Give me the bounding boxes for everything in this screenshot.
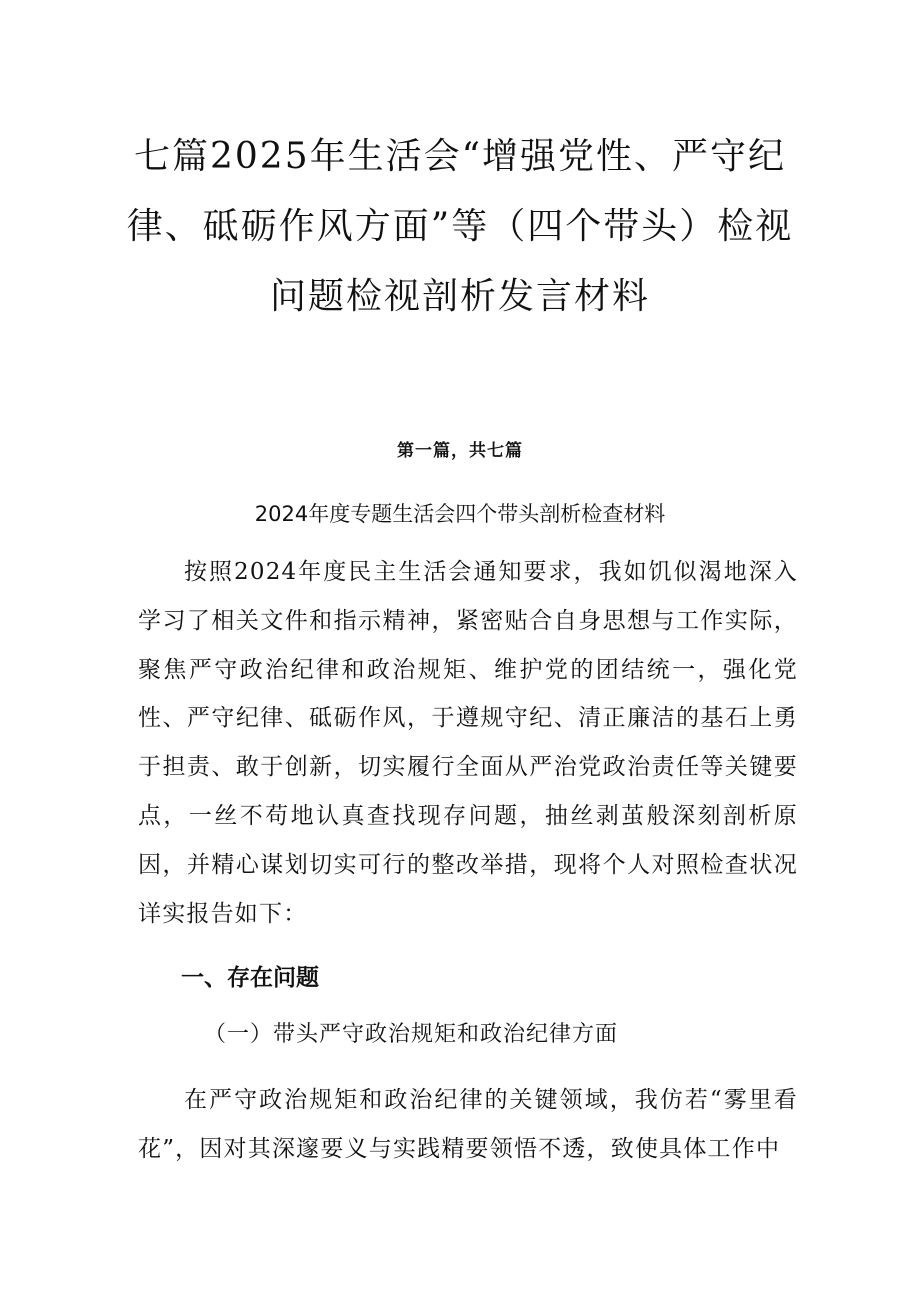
- part-subtitle: 第一篇，共七篇: [397, 441, 523, 461]
- title-line-3: 问题检视剖析发言材料: [269, 276, 650, 317]
- subsection-heading: （一）带头严守政治规矩和政治纪律方面: [204, 1022, 619, 1047]
- body-paragraph: 在严守政治规矩和政治纪律的关键领域，我仿若“雾里看花”，因对其深邃要义与实践精要领悟不透，致使具体工作中: [138, 1087, 798, 1162]
- title-line-1: 七篇2025年生活会“增强党性、严守纪: [133, 136, 787, 177]
- document-title: [100, 122, 820, 332]
- material-heading: 2024年度专题生活会四个带头剖析检查材料: [254, 502, 666, 526]
- section-heading: 一、存在问题: [181, 965, 319, 991]
- intro-paragraph: 按照2024年度民主生活会通知要求，我如饥似渴地深入学习了相关文件和指示精神，紧密贴合自身思想与工作实际，聚焦严守政治纪律和政治规矩、维护党的团结统一，强化党性、严守纪律、砥砺作风，于遵规守纪、清正廉洁的基石上勇于担责、敢于创新，切实履行全面从严治党政治责任等关键要点，一丝不苟地认真查找现存问题，抽丝剥茧般深刻剖析原因，并精心谋划切实可行的整改举措，现将个人对照检查状况详实报告如下：: [138, 559, 798, 927]
- title-line-2: 律、砥砺作风方面”等（四个带头）检视: [126, 206, 794, 247]
